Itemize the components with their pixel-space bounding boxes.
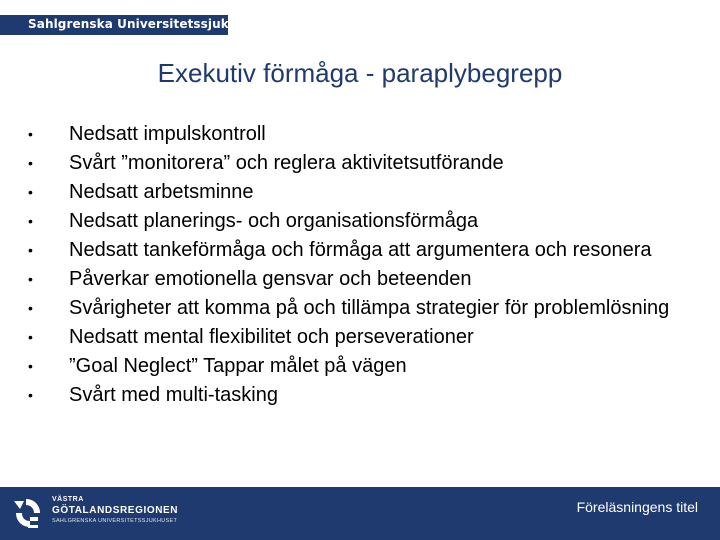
- list-item: [28, 356, 708, 377]
- bullet-icon: •: [28, 184, 33, 200]
- bullet-text: Nedsatt mental flexibilitet och perseverationer: [69, 326, 474, 348]
- bullet-text: Nedsatt arbetsminne: [69, 181, 254, 203]
- slide-title: Exekutiv förmåga - paraplybegrepp: [157, 58, 563, 88]
- list-item: [28, 182, 708, 203]
- footer-bar: [0, 487, 720, 540]
- bullet-icon: •: [28, 358, 33, 374]
- bullet-list: [28, 124, 708, 414]
- bullet-icon: •: [28, 300, 33, 316]
- list-item: [28, 153, 708, 174]
- bullet-text: Svårt med multi-tasking: [69, 384, 278, 406]
- logo-text-line1: VÄSTRA: [52, 496, 84, 503]
- list-item: [28, 124, 708, 145]
- list-item: [28, 240, 708, 261]
- bullet-text: Nedsatt planerings- och organisationsförmåga: [69, 210, 479, 232]
- bullet-icon: •: [28, 242, 33, 258]
- bullet-icon: •: [28, 271, 33, 287]
- list-item: [28, 211, 708, 232]
- vgr-logo-icon: [10, 495, 44, 533]
- bullet-text: Nedsatt impulskontroll: [69, 123, 266, 145]
- list-item: [28, 385, 708, 406]
- list-item: [28, 269, 708, 290]
- bullet-icon: •: [28, 387, 33, 403]
- bullet-text: Påverkar emotionella gensvar och beteenden: [69, 268, 472, 290]
- bullet-text: Svårigheter att komma på och tillämpa strategier för problemlösning: [69, 297, 670, 319]
- list-item: [28, 327, 708, 348]
- list-item: [28, 298, 708, 319]
- org-name: Sahlgrenska Universitetssjukhuset: [28, 17, 268, 31]
- logo-text-line3: SAHLGRENSKA UNIVERSITETSSJUKHUSET: [52, 518, 178, 524]
- header-bar: [0, 15, 268, 35]
- bullet-icon: •: [28, 213, 33, 229]
- presentation-title: Föreläsningens titel: [576, 499, 698, 515]
- bullet-icon: •: [28, 329, 33, 345]
- bullet-text: Svårt ”monitorera” och reglera aktivitetsutförande: [69, 152, 504, 174]
- logo-text-line2: GÖTALANDSREGIONEN: [52, 505, 179, 516]
- bullet-text: ”Goal Neglect” Tappar målet på vägen: [69, 355, 407, 377]
- bullet-icon: •: [28, 155, 33, 171]
- bullet-icon: •: [28, 126, 33, 142]
- bullet-text: Nedsatt tankeförmåga och förmåga att argumentera och resonera: [69, 239, 652, 261]
